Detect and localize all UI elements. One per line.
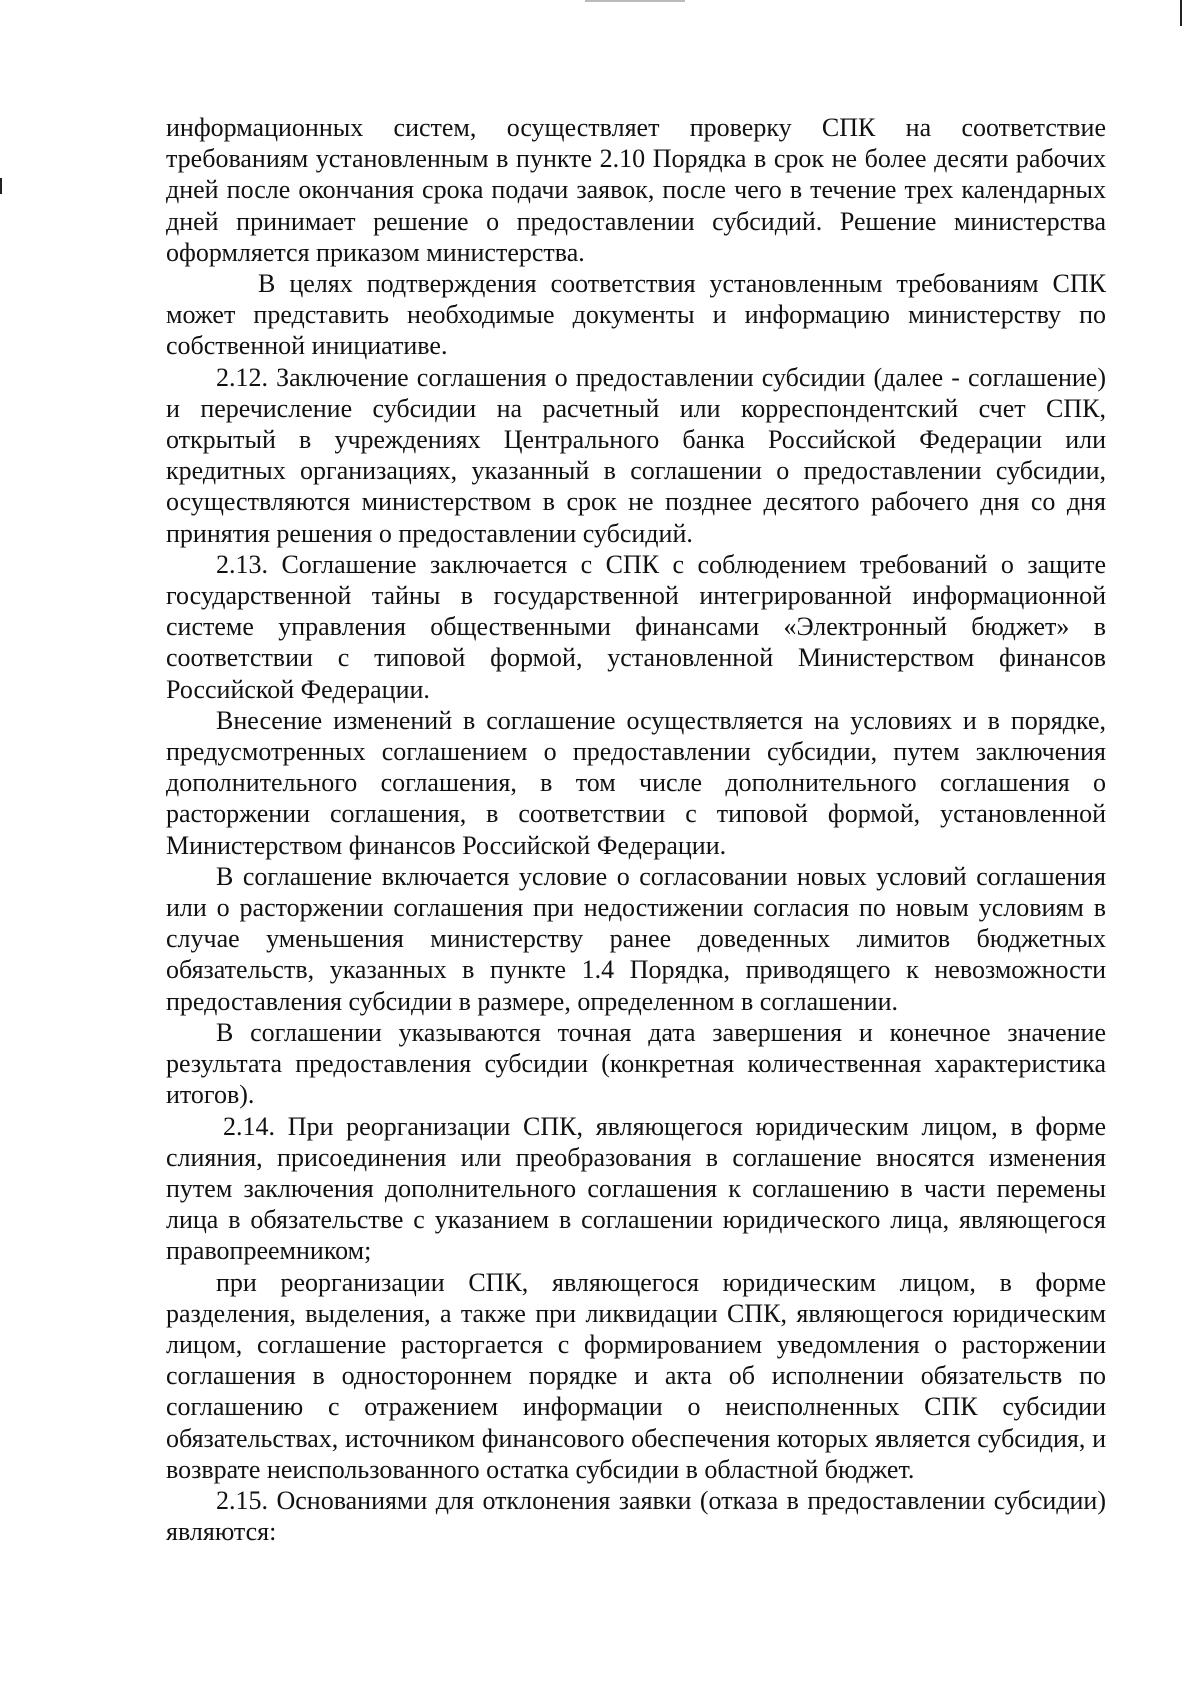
paragraph-amendments: Внесение изменений в соглашение осуществляется на условиях и в порядке, предусмотренных соглашением о предоставлении субсидии, путем заключения дополнительного соглашения, в том числе дополнительного соглашения о расторжении соглашения, в соответствии с типовой формой, установленной Министерством финансов Российской Федерации. <box>166 705 1106 860</box>
paragraph-result-date: В соглашении указываются точная дата завершения и конечное значение результата предоставления субсидии (конкретная количественная характеристика итогов). <box>166 1017 1106 1110</box>
paragraph-liquidation: при реорганизации СПК, являющегося юридическим лицом, в форме разделения, выделения, а также при ликвидации СПК, являющегося юридическим лицом, соглашение расторгается с формированием уведомления о расторжении соглашения в одностороннем порядке и акта об исполнении обязательств по соглашению с отражением информации о неисполненных СПК субсидии обязательствах, источником финансового обеспечения которых является субсидия, и возврате неиспользованного остатка субсидии в областной бюджет. <box>166 1267 1106 1484</box>
paragraph-2-15: 2.15. Основаниями для отклонения заявки (отказа в предоставлении субсидии) являются: <box>166 1485 1106 1547</box>
paragraph-2-14: 2.14. При реорганизации СПК, являющегося юридическим лицом, в форме слияния, присоединения или преобразования в соглашение вносятся изменения путем заключения дополнительного соглашения к соглашению в части перемены лица в обязательстве с указанием в соглашении юридического лица, являющегося правопреемником; <box>166 1111 1106 1266</box>
scan-artifact-left <box>0 178 2 194</box>
paragraph-conditions: В соглашение включается условие о согласовании новых условий соглашения или о расторжении соглашения при недостижении согласия по новым условиям в случае уменьшения министерству ранее доведенных лимитов бюджетных обязательств, указанных в пункте 1.4 Порядка, приводящего к невозможности предоставления субсидии в размере, определенном в соглашении. <box>166 861 1106 1016</box>
paragraph-continuation: информационных систем, осуществляет проверку СПК на соответствие требованиям установленным в пункте 2.10 Порядка в срок не более десяти рабочих дней после окончания срока подачи заявок, после чего в течение трех календарных дней принимает решение о предоставлении субсидий. Решение министерства оформляется приказом министерства. <box>166 113 1106 267</box>
paragraph-initiative: В целях подтверждения соответствия установленным требованиям СПК может представить необходимые документы и информацию министерству по собственной инициативе. <box>166 269 1106 361</box>
document-page <box>166 112 1106 1547</box>
scan-artifact-right <box>1180 0 1182 26</box>
paragraph-2-12: 2.12. Заключение соглашения о предоставлении субсидии (далее - соглашение) и перечисление субсидии на расчетный или корреспондентский счет СПК, открытый в учреждениях Центрального банка Российской Федерации или кредитных организациях, указанный в соглашении о предоставлении субсидии, осуществляются министерством в срок не позднее десятого рабочего дня со дня принятия решения о предоставлении субсидий. <box>166 362 1106 548</box>
paragraph-2-13: 2.13. Соглашение заключается с СПК с соблюдением требований о защите государственной тайны в государственной интегрированной информационной системе управления общественными финансами «Электронный бюджет» в соответствии с типовой формой, установленной Министерством финансов Российской Федерации. <box>166 549 1106 704</box>
scan-artifact-top <box>585 0 685 2</box>
